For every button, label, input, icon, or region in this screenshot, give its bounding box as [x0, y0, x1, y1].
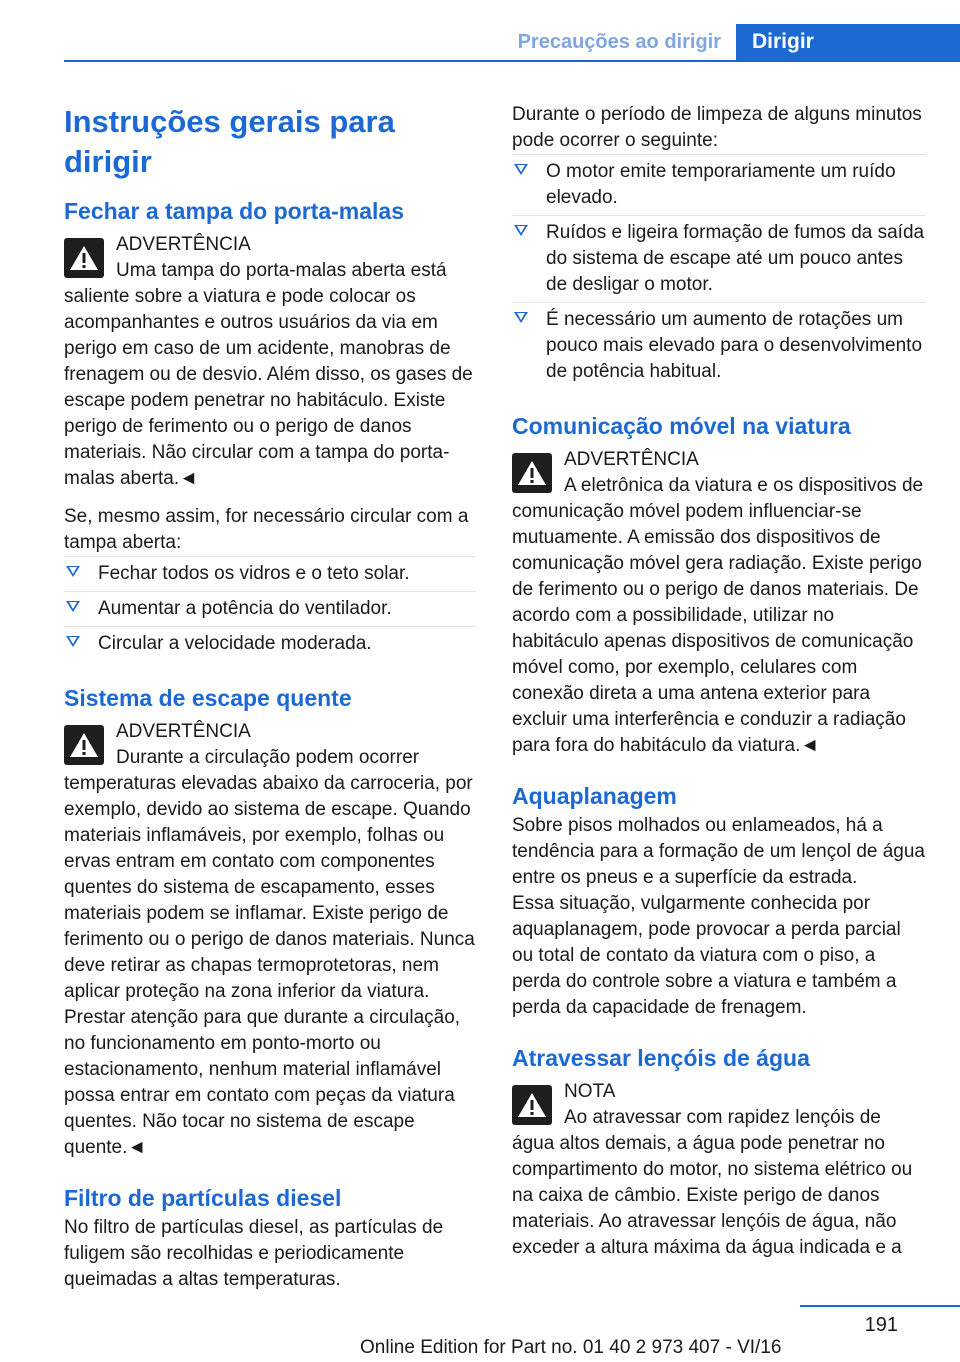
warning-triangle-icon [512, 1085, 552, 1125]
header-rule [64, 60, 960, 62]
list-item: É necessário um aumento de rotações um pouco mais elevado para o desenvolvimento de potência habitual. [512, 302, 926, 389]
diesel-filter-text: No filtro de partículas diesel, as partículas de fuligem são recolhidas e periodicamente queimadas a altas temperaturas. [64, 1217, 444, 1290]
warning-triangle-icon [64, 238, 104, 278]
warning-mobile [512, 447, 926, 759]
bullet-arrow-icon [514, 225, 528, 236]
filter-cleaning-list [512, 154, 926, 389]
aquaplaning-text-1: Sobre pisos molhados ou enlameados, há a tendência para a formação de um lençol de água entre os pneus e a superfície da estrada. [512, 815, 925, 888]
bullet-arrow-icon [66, 601, 80, 612]
bullet-arrow-icon [514, 312, 528, 323]
note-text: Ao atravessar com rapidez lençóis de água altos demais, a água pode penetrar no compartimento do motor, no sistema elétrico ou na caixa de câmbio. Existe perigo de danos materiais. Ao atravessar lençóis de água, não exceder a altura máxima da água indicada e a [512, 1107, 913, 1258]
edition-note: Online Edition for Part no. 01 40 2 973 407 - VI/16 [360, 1337, 782, 1358]
heading-aquaplaning: Aquaplanagem [512, 783, 677, 809]
bullet-arrow-icon [66, 566, 80, 577]
page-number: 191 [864, 1314, 898, 1336]
filter-cleaning-intro: Durante o período de limpeza de alguns minutos pode ocorrer o seguinte: [512, 104, 922, 151]
list-item: Fechar todos os vidros e o teto solar. [64, 556, 476, 591]
warning-text: A eletrônica da viatura e os dispositivos de comunicação móvel podem influenciar-se mutuamente. A emissão dos dispositivos de comunicação móvel gera radiação. Existe perigo de ferimento ou o perigo de danos materiais. De acordo com a possibilidade, utilizar no habitáculo apenas dispositivos de comunicação móvel como, por exemplo, celulares com conexão direta a uma antena exterior para excluir uma interferência e conduzir a radiação para fora do habitáculo da viatura.◄ [512, 475, 924, 756]
warning-triangle-icon [64, 725, 104, 765]
warning-label: ADVERTÊNCIA [116, 234, 251, 255]
note-label: NOTA [564, 1081, 616, 1102]
aquaplaning-text-2: Essa situação, vulgarmente conhecida por aquaplanagem, pode provocar a perda parcial ou total de contato da viatura com o piso, a perda do controle sobre a viatura e também a perda da capacidade de frenagem. [512, 893, 901, 1018]
heading-trunk: Fechar a tampa do porta-malas [64, 198, 404, 224]
bullet-arrow-icon [66, 636, 80, 647]
heading-mobile-communication: Comunicação móvel na viatura [512, 413, 851, 439]
warning-triangle-icon [512, 453, 552, 493]
page-title: Instruções gerais para dirigir [64, 104, 395, 179]
warning-label: ADVERTÊNCIA [116, 721, 251, 742]
bullet-arrow-icon [514, 164, 528, 175]
warning-trunk [64, 232, 476, 492]
left-column [64, 102, 476, 1293]
warning-text: Durante a circulação podem ocorrer temperaturas elevadas abaixo da carroceria, por exemplo, devido ao sistema de escape. Quando materiais inflamáveis, por exemplo, folhas ou ervas entram em contato com componentes quentes do sistema de escapamento, esses materiais podem se inflamar. Existe perigo de ferimento ou o perigo de danos materiais. Nunca deve retirar as chapas termoprotetoras, nem aplicar proteção na zona inferior da viatura. Prestar atenção para que durante a circulação, no funcionamento em ponto-morto ou estacionamento, nenhum material inflamável possa entrar em contato com peças da viatura quentes. Não tocar no sistema de escape quente.◄ [64, 747, 475, 1158]
footer-rule [800, 1305, 960, 1307]
header-tab-dirigir: Dirigir [736, 24, 960, 60]
right-column [512, 102, 926, 1273]
list-item: O motor emite temporariamente um ruído elevado. [512, 154, 926, 215]
list-item: Circular a velocidade moderada. [64, 626, 476, 661]
list-item: Aumentar a potência do ventilador. [64, 591, 476, 626]
trunk-intro: Se, mesmo assim, for necessário circular com a tampa aberta: [64, 506, 469, 553]
warning-label: ADVERTÊNCIA [564, 449, 699, 470]
heading-water-crossing: Atravessar lençóis de água [512, 1045, 810, 1071]
heading-diesel-filter: Filtro de partículas diesel [64, 1185, 342, 1211]
warning-exhaust [64, 719, 476, 1161]
list-item: Ruídos e ligeira formação de fumos da saída do sistema de escape até um pouco antes de desligar o motor. [512, 215, 926, 302]
heading-exhaust: Sistema de escape quente [64, 685, 352, 711]
note-water [512, 1079, 926, 1261]
trunk-list [64, 556, 476, 661]
header-section-title: Precauções ao dirigir [517, 31, 721, 53]
warning-text: Uma tampa do porta-malas aberta está saliente sobre a viatura e pode colocar os acompanhantes e outros usuários da via em perigo em caso de um acidente, manobras de frenagem ou de desvio. Além disso, os gases de escape podem penetrar no habitáculo. Existe perigo de ferimento ou o perigo de danos materiais. Não circular com a tampa do porta-malas aberta.◄ [64, 260, 473, 489]
